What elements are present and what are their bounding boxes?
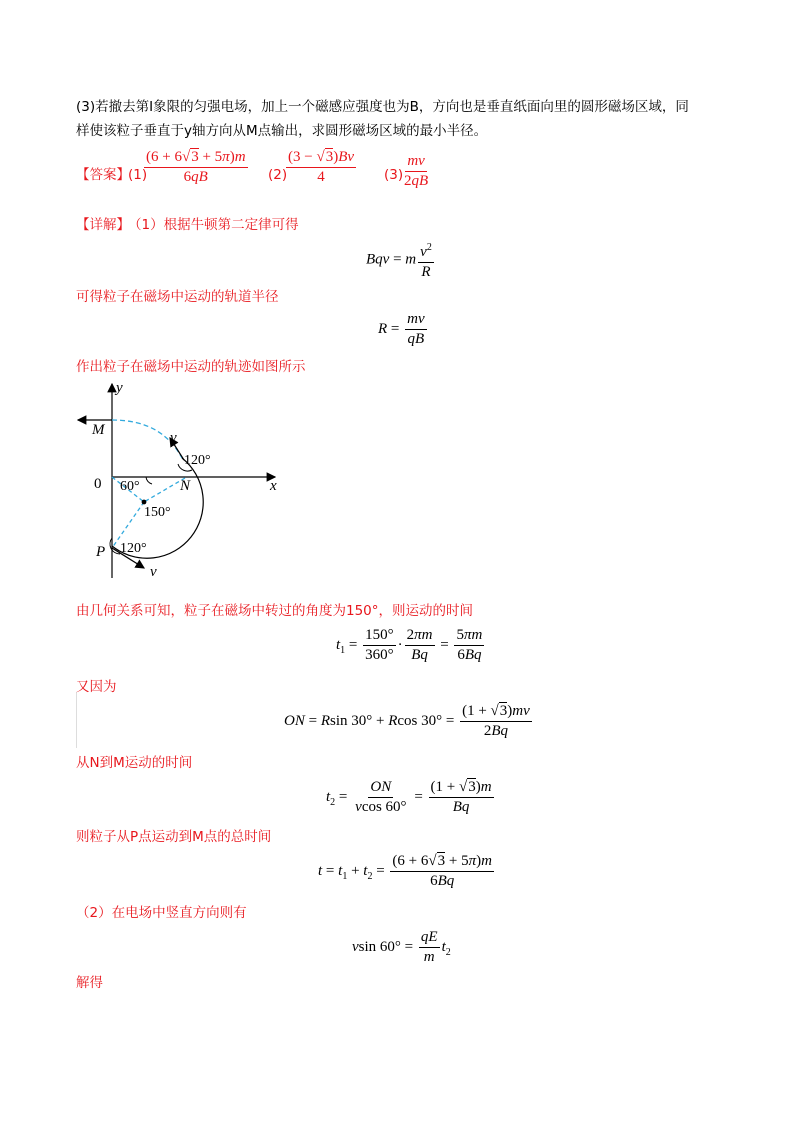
question-3-line2: 样使该粒子垂直于y轴方向从M点输出，求圆形磁场区域的最小半径。 <box>76 123 488 139</box>
label-v-top: v <box>170 430 177 446</box>
detail-step-5: 又因为 <box>76 679 117 695</box>
label-v-bottom: v <box>150 564 157 580</box>
question-3-label: (3) <box>76 99 96 115</box>
answer-part-3-label: (3) <box>384 167 404 183</box>
label-y: y <box>116 380 123 396</box>
label-n: N <box>180 478 191 494</box>
answer-1-formula: $\frac{(6 + 6√3 + 5\pi)m}{6qB}$ <box>146 149 246 185</box>
equation-t2: $t_2$ = $\frac{ON}{vcos 60^\circ}$ = $\frac{(1 + √3)m}{Bq}$ <box>326 779 492 815</box>
label-m: M <box>92 422 105 438</box>
left-margin-bar <box>76 692 77 748</box>
label-angle-150: 150° <box>144 505 171 520</box>
detail-tag: 【详解】 <box>76 217 130 233</box>
center-dot <box>142 500 147 505</box>
label-angle-120-bottom: 120° <box>120 541 147 556</box>
answer-tag: 【答案】 <box>76 167 130 183</box>
detail-step-3: 作出粒子在磁场中运动的轨迹如图所示 <box>76 359 306 375</box>
label-angle-60: 60° <box>120 479 140 494</box>
answer-3-formula: $\frac{mv}{2qB}$ <box>404 153 429 189</box>
question-3-line1: 若撤去第Ⅰ象限的匀强电场，加上一个磁感应强度也为B，方向也是垂直纸面向里的圆形磁场区域，同 <box>95 99 689 115</box>
detail-step-2: 可得粒子在磁场中运动的轨道半径 <box>76 289 279 305</box>
answer-2-formula: $\frac{(3 - √3)Bv}{4}$ <box>288 149 355 185</box>
equation-radius: R = $\frac{mv}{qB}$ <box>378 311 425 347</box>
detail-step-1: （1）根据牛顿第二定律可得 <box>128 217 299 233</box>
answer-part-1-label: (1) <box>128 167 148 183</box>
trajectory-figure <box>70 378 300 588</box>
answer-part-2-label: (2) <box>268 167 288 183</box>
radius-n <box>144 478 185 502</box>
label-origin: 0 <box>94 476 102 492</box>
detail-step-7: 则粒子从P点运动到M点的总时间 <box>76 829 272 845</box>
equation-on: ON = Rsin 30° + Rcos 30° = $\frac{(1 + √3)mv}{2Bq}$ <box>284 703 530 739</box>
equation-t1: $t_1$ = $\frac{150^\circ}{360^\circ}$ · $\frac{2\pi m}{Bq}$ = $\frac{5\pi m}{6Bq}$ <box>336 627 483 663</box>
label-p: P <box>96 544 106 560</box>
question-3 <box>76 96 736 118</box>
equation-newton: Bqv = m $\frac{v^2}{R}$ <box>366 238 436 282</box>
label-x: x <box>270 478 277 494</box>
label-angle-120-top: 120° <box>184 453 211 468</box>
angle-arc-60 <box>146 477 152 484</box>
equation-total-time: $t = t_1 + t_2$ = $\frac{(6 + 6√3 + 5\pi)m}{6Bq}$ <box>318 853 492 889</box>
detail-step-4: 由几何关系可知，粒子在磁场中转过的角度为150°，则运动的时间 <box>76 603 474 619</box>
detail-step-9: 解得 <box>76 975 103 991</box>
detail-step-6: 从N到M运动的时间 <box>76 755 193 771</box>
equation-vertical: vsin 60° = $\frac{qE}{m}$ $t_2$ <box>352 929 451 965</box>
detail-step-8: （2）在电场中竖直方向则有 <box>76 905 247 921</box>
